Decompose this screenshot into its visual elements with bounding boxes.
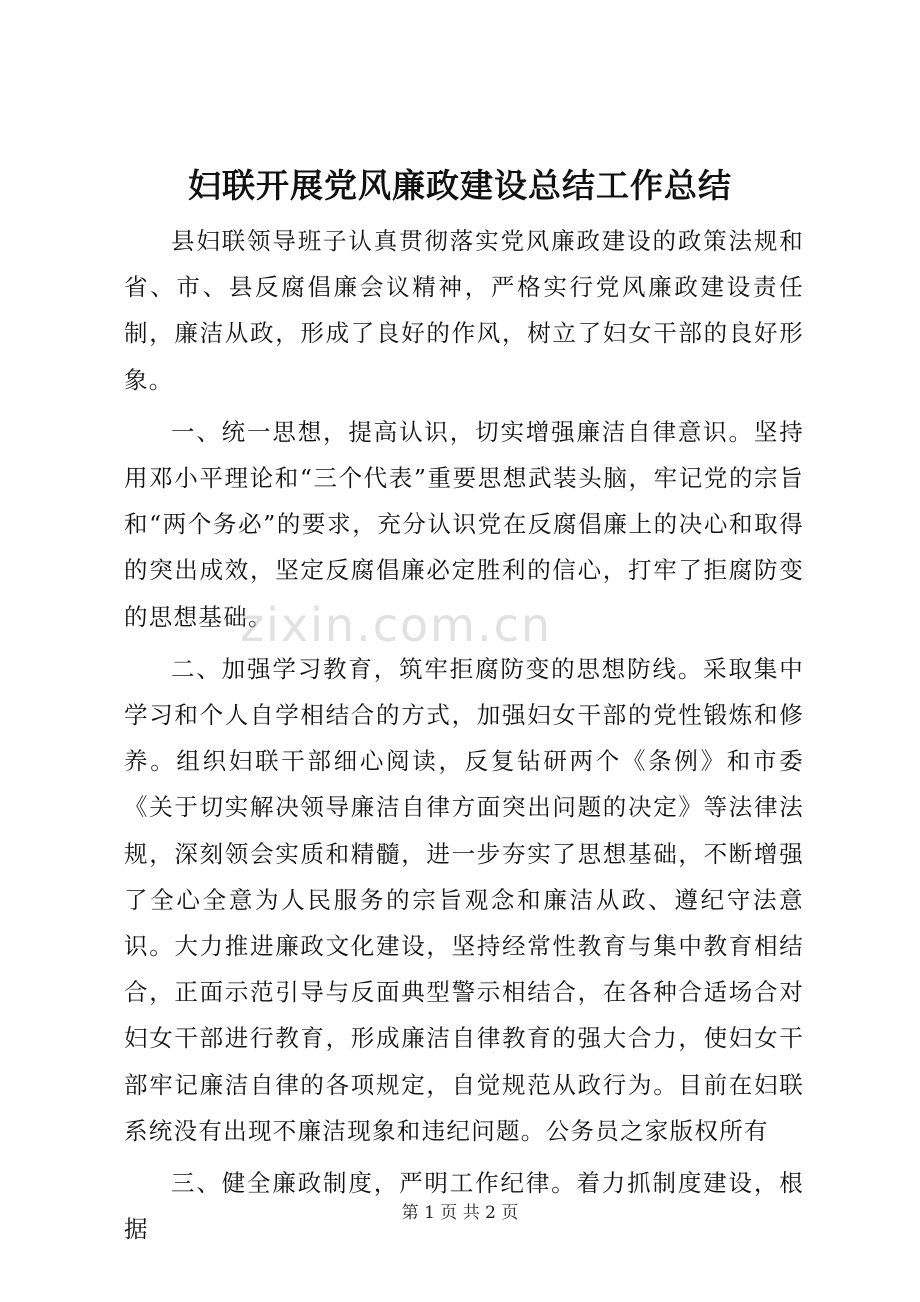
page-footer: 第 1 页 共 2 页	[401, 1203, 519, 1223]
paragraph-intro: 县妇联领导班子认真贯彻落实党风廉政建设的政策法规和省、市、县反腐倡廉会议精神，严格实行党风廉政建设责任制，廉洁从政，形成了良好的作风，树立了妇女干部的良好形象。	[124, 227, 804, 394]
paragraph-section-2: 二、加强学习教育，筑牢拒腐防变的思想防线。采取集中学习和个人自学相结合的方式，加强妇女干部的党性锻炼和修养。组织妇联干部细心阅读，反复钻研两个《条例》和市委《关于切实解决领导廉洁自律方面突出问题的决定》等法律法规，深刻领会实质和精髓，进一步夯实了思想基础，不断增强了全心全意为人民服务的宗旨观念和廉洁从政、遵纪守法意识。大力推进廉政文化建设，坚持经常性教育与集中教育相结合，正面示范引导与反面典型警示相结合，在各种合适场合对妇女干部进行教育，形成廉洁自律教育的强大合力，使妇女干部牢记廉洁自律的各项规定，自觉规范从政行为。目前在妇联系统没有出现不廉洁现象和违纪问题。公务员之家版权所有	[124, 654, 804, 1145]
document-body	[124, 218, 804, 1252]
paragraph-section-1: 一、统一思想，提高认识，切实增强廉洁自律意识。坚持用邓小平理论和“三个代表”重要思想武装头脑，牢记党的宗旨和“两个务必”的要求，充分认识党在反腐倡廉上的决心和取得的突出成效，坚定反腐倡廉必定胜利的信心，打牢了拒腐防变的思想基础。	[124, 417, 804, 631]
document-title: 妇联开展党风廉政建设总结工作总结	[188, 166, 732, 205]
paragraph-section-3: 三、健全廉政制度，严明工作纪律。着力抓制度建设，根据	[124, 1169, 804, 1244]
watermark: zixin.com.cn	[240, 598, 553, 652]
